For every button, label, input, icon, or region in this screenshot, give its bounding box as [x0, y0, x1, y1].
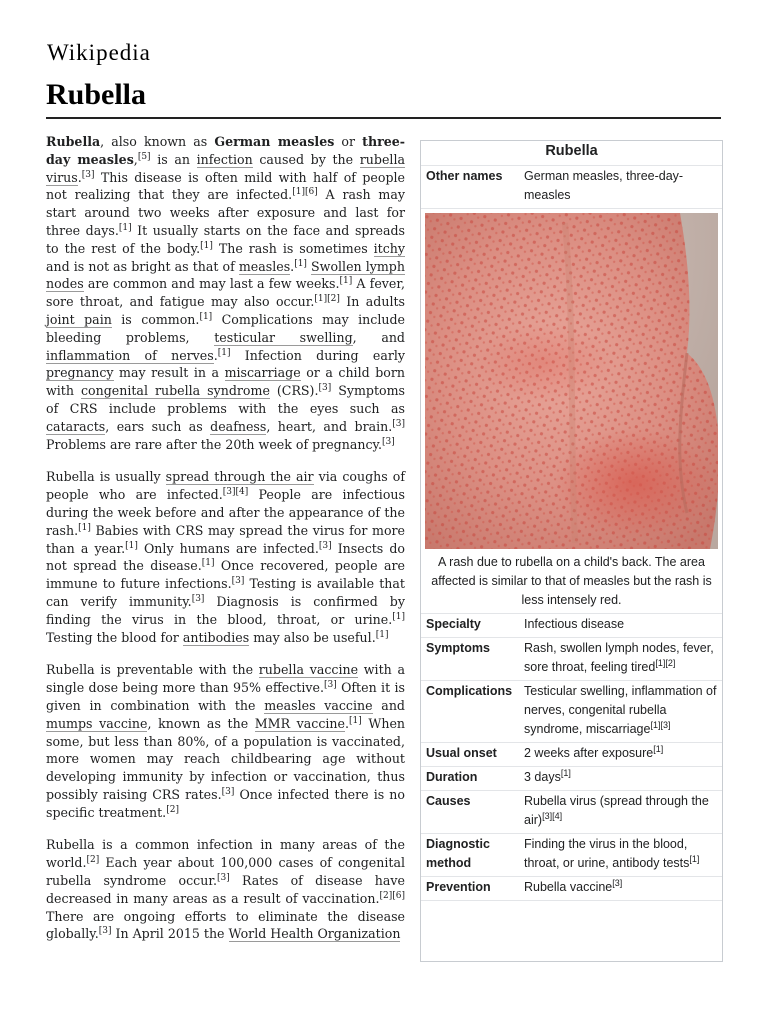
body-text: (CRS). — [269, 383, 319, 399]
infobox-value-text[interactable]: 3 days — [524, 770, 561, 784]
infobox-title: Rubella — [421, 141, 722, 166]
body-text: and — [372, 697, 405, 713]
article-link[interactable]: spread through the air — [165, 469, 314, 485]
body-text: Diagnosis is confirmed by finding the virus in the blood, throat, or urine. — [46, 593, 405, 627]
article-link[interactable]: miscarriage — [224, 365, 301, 381]
body-text: Rates of disease have decreased in many areas as a result of vaccination. — [46, 873, 405, 906]
citation-ref[interactable]: [1] — [689, 853, 700, 864]
citation-ref[interactable]: [1] — [392, 611, 405, 622]
article-link[interactable]: infection — [196, 151, 253, 167]
article-link[interactable]: deafness — [210, 418, 267, 434]
article-link[interactable]: congenital rubella syndrome — [80, 383, 270, 399]
citation-ref[interactable]: [3] — [216, 872, 230, 883]
body-text: Testing is available that can verify immunity. — [46, 576, 405, 609]
infobox-row-symptoms — [421, 638, 722, 681]
body-text: In April 2015 the — [111, 926, 229, 942]
article-link[interactable]: World Health Organization — [228, 926, 401, 942]
infobox-row-complications — [421, 681, 722, 743]
infobox-image-caption: A rash due to rubella on a child's back. The area affected is similar to that of measles but the rash is less intensely red. — [421, 549, 722, 614]
body-text: Problems are rare after the 20th week of pregnancy. — [46, 436, 382, 452]
infobox-row-causes — [421, 791, 722, 834]
citation-ref[interactable]: [1] — [199, 311, 213, 322]
infobox-value-text[interactable]: Rubella vaccine — [524, 880, 613, 894]
body-text: Once recovered, people are immune to future infections. — [46, 558, 405, 592]
infobox — [420, 140, 723, 962]
citation-ref[interactable]: [1] — [200, 240, 213, 251]
article-link[interactable]: antibodies — [182, 629, 250, 645]
rash-photo[interactable] — [425, 213, 718, 549]
infobox-value-text[interactable]: Rubella virus (spread through the air) — [524, 794, 709, 827]
paragraph-intro — [46, 133, 405, 453]
bold-term: German measles — [214, 134, 335, 149]
bold-term: Rubella — [46, 134, 101, 149]
body-text: caused by the — [252, 151, 360, 167]
infobox-label: Diagnostic method — [426, 837, 490, 870]
body-text: The rash is sometimes — [212, 240, 374, 256]
article-link[interactable]: itchy — [373, 240, 405, 256]
title-divider — [46, 117, 721, 119]
infobox-value — [524, 834, 722, 876]
citation-ref[interactable]: [3] — [191, 593, 205, 604]
infobox-label: Specialty — [426, 617, 481, 631]
paragraph-transmission — [46, 468, 405, 646]
body-text: In adults — [339, 294, 405, 310]
article-body — [46, 133, 405, 958]
infobox-value-text[interactable]: 2 weeks after exposure — [524, 746, 654, 760]
citation-ref[interactable]: [1][3] — [650, 719, 671, 730]
article-link[interactable]: measles — [238, 258, 291, 274]
body-text: . — [290, 258, 295, 274]
citation-ref[interactable]: [1] — [375, 629, 389, 640]
body-text: This disease is often mild with half of people not realizing that they are infected. — [46, 169, 405, 203]
article-link[interactable]: pregnancy — [46, 365, 114, 381]
article-link[interactable]: inflammation of nerves — [46, 347, 214, 363]
infobox-row-specialty — [421, 614, 722, 638]
citation-ref[interactable]: [3] — [81, 169, 95, 180]
body-text: Symptoms of CRS include problems with the eyes such as — [46, 383, 405, 416]
citation-ref[interactable]: [1][2] — [655, 657, 676, 668]
infobox-row-duration — [421, 767, 722, 791]
body-text: A rash may start around two weeks after exposure and last for three days. — [46, 187, 405, 238]
article-link[interactable]: joint pain — [46, 311, 112, 327]
paragraph-prevention — [46, 661, 405, 821]
body-text: is an — [150, 151, 197, 167]
infobox-value-text[interactable]: Infectious disease — [524, 617, 625, 631]
body-text: Infection during early — [230, 347, 405, 363]
infobox-label: Prevention — [426, 880, 491, 894]
body-text: . — [345, 715, 350, 731]
body-text: , — [133, 151, 138, 167]
body-text: Often it is given in combination with the — [46, 680, 405, 713]
infobox-value — [524, 614, 722, 637]
infobox-rows — [421, 614, 722, 901]
infobox-row-diagnostic-method — [421, 834, 722, 877]
article-link[interactable]: rubella vaccine — [258, 662, 359, 678]
body-text: . — [213, 347, 218, 363]
infobox-value-text[interactable]: Testicular swelling, inflammation of nerves, congenital rubella syndrome, miscarriage — [524, 684, 717, 736]
citation-ref[interactable]: [1][2] — [314, 293, 340, 304]
infobox-label: Other names — [426, 169, 503, 183]
body-text: When some, but less than 80%, of a population is vaccinated, more women may reach childbearing age without developing immunity by infection or vaccination, thus possibly raising CRS rates. — [46, 715, 406, 802]
citation-ref[interactable]: [1] — [294, 258, 307, 269]
body-text: may also be useful. — [249, 629, 376, 645]
citation-ref[interactable]: [1] — [78, 522, 91, 533]
body-text: Rubella is a common infection in many areas of the world. — [46, 837, 405, 871]
infobox-row-usual-onset — [421, 743, 722, 767]
citation-ref[interactable]: [3] — [392, 418, 405, 429]
citation-ref[interactable]: [3] — [221, 786, 235, 797]
citation-ref[interactable]: [1] — [118, 222, 132, 233]
infobox-row-other-names — [421, 166, 722, 209]
citation-ref[interactable]: [1] — [560, 767, 571, 778]
body-text: or — [334, 134, 363, 149]
article-link[interactable]: rubella virus — [46, 151, 405, 185]
citation-ref[interactable]: [3] — [318, 382, 332, 393]
body-text: or a child born with — [46, 365, 405, 399]
citation-ref[interactable]: [1][6] — [292, 187, 318, 198]
body-text: may result in a — [113, 365, 225, 381]
infobox-label: Duration — [426, 770, 478, 784]
infobox-value — [524, 791, 722, 833]
body-text: Testing the blood for — [46, 629, 183, 645]
infobox-value — [524, 681, 722, 742]
body-text: Only humans are infected. — [137, 540, 319, 556]
article-link[interactable]: cataracts — [46, 418, 106, 434]
article-link[interactable]: mumps vaccine — [46, 715, 148, 731]
body-text: , also known as — [100, 134, 215, 149]
citation-ref[interactable]: [1] — [217, 347, 231, 358]
body-text: are common and may last a few weeks. — [83, 276, 340, 292]
infobox-row-prevention — [421, 877, 722, 901]
body-text: is common. — [111, 311, 200, 327]
citation-ref[interactable]: [3][4] — [542, 810, 563, 821]
page-title: Rubella — [46, 78, 147, 111]
article-link[interactable]: Swollen lymph nodes — [46, 258, 405, 292]
body-text: Complications may include bleeding problems, — [46, 311, 405, 345]
body-text: Each year about 100,000 cases of congenital rubella syndrome occur. — [46, 855, 405, 889]
citation-ref[interactable]: [2] — [166, 804, 179, 815]
citation-ref[interactable]: [1] — [125, 540, 138, 551]
body-text: A fever, sore throat, and fatigue may also occur. — [46, 276, 405, 310]
article-link[interactable]: measles vaccine — [264, 697, 373, 713]
body-text: Rubella is preventable with the — [46, 662, 259, 678]
infobox-label: Usual onset — [426, 746, 497, 760]
rash-back-illustration — [425, 213, 718, 549]
body-text: People are infectious during the week before and after the appearance of the rash. — [46, 487, 405, 538]
body-text: via coughs of people who are infected. — [46, 469, 405, 503]
citation-ref[interactable]: [3][4] — [222, 486, 249, 497]
citation-ref[interactable]: [3] — [323, 679, 337, 690]
citation-ref[interactable]: [2] — [86, 855, 100, 866]
article-link[interactable]: testicular swelling — [214, 329, 353, 345]
body-text: It usually starts on the face and spreads to the rest of the body. — [46, 222, 405, 256]
citation-ref[interactable]: [3] — [318, 540, 332, 551]
infobox-value — [524, 638, 722, 680]
citation-ref[interactable]: [3] — [381, 436, 395, 447]
citation-ref[interactable]: [1] — [339, 276, 353, 287]
body-text: Babies with CRS may spread the virus for more than a year. — [46, 522, 405, 556]
citation-ref[interactable]: [3] — [231, 575, 245, 586]
citation-ref[interactable]: [5] — [137, 151, 151, 162]
infobox-label: Causes — [426, 794, 471, 808]
body-text: There are ongoing efforts to eliminate the disease globally. — [46, 908, 405, 942]
infobox-value — [524, 877, 722, 900]
citation-ref[interactable]: [3] — [98, 926, 112, 937]
infobox-value-text[interactable]: Finding the virus in the blood, throat, or urine, antibody tests — [524, 837, 690, 870]
body-text: , heart, and brain. — [266, 418, 393, 434]
infobox-value — [524, 767, 722, 790]
citation-ref[interactable]: [3] — [612, 877, 623, 888]
citation-ref[interactable]: [2][6] — [379, 890, 405, 901]
body-text: Once infected there is no specific treatment. — [46, 786, 405, 820]
body-text: and is not as bright as that of — [46, 258, 239, 274]
infobox-value — [524, 743, 722, 766]
citation-ref[interactable]: [1] — [653, 743, 664, 754]
body-text: , ears such as — [105, 418, 211, 434]
body-text: , known as the — [147, 715, 255, 731]
article-link[interactable]: MMR vaccine — [254, 715, 345, 731]
body-text: with a single dose being more than 95% effective. — [46, 662, 405, 696]
infobox-value: German measles, three-day-measles — [524, 169, 684, 202]
infobox-label: Symptoms — [426, 641, 490, 655]
bold-term: three-day measles — [46, 134, 405, 167]
body-text: Rubella is usually — [46, 469, 166, 485]
body-text: Insects do not spread the disease. — [46, 540, 405, 574]
infobox-value-text[interactable]: Rash, swollen lymph nodes, fever, sore throat, feeling tired — [524, 641, 714, 674]
wikipedia-wordmark[interactable]: Wikipedia — [47, 40, 151, 65]
body-text: , and — [352, 329, 405, 345]
citation-ref[interactable]: [1] — [201, 558, 215, 569]
infobox-label: Complications — [426, 684, 513, 698]
citation-ref[interactable]: [1] — [349, 715, 362, 726]
paragraph-epidemiology — [46, 836, 405, 943]
body-text: . — [77, 169, 82, 185]
